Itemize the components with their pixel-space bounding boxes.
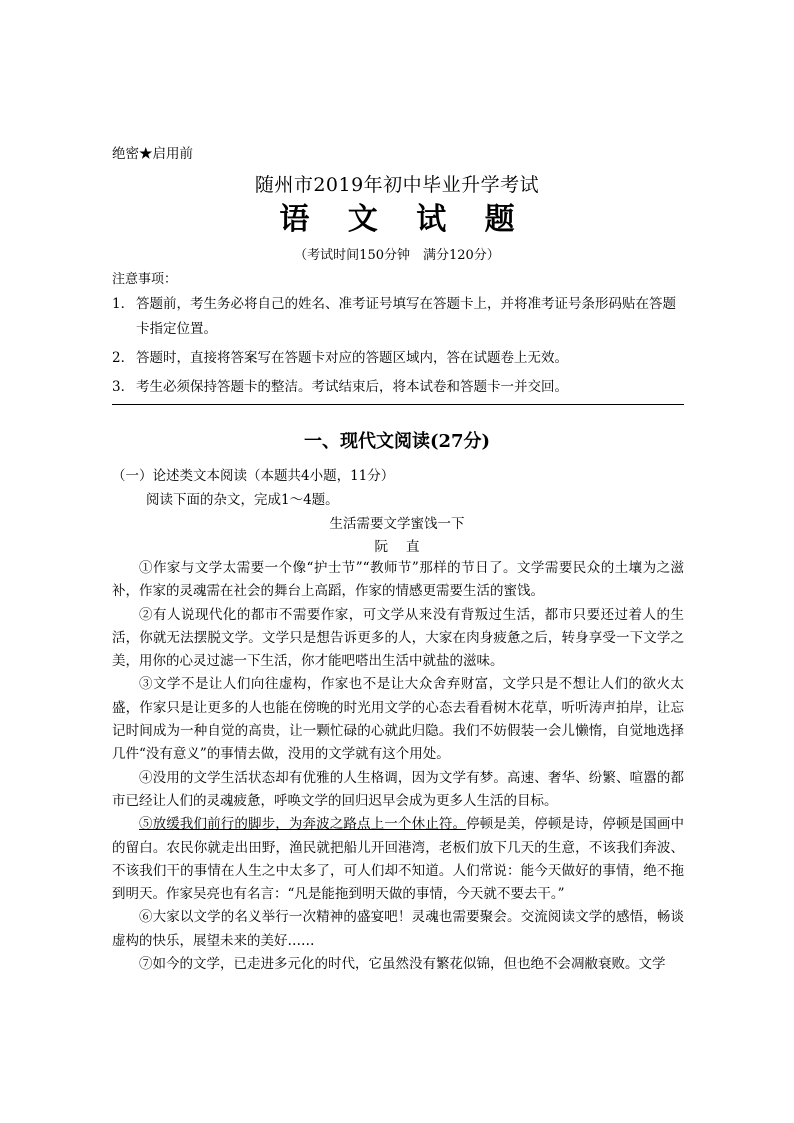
notice-item-text: 答题时，直接将答案写在答题卡对应的答题区域内，答在试题卷上无效。 [136,350,568,366]
exam-time-score-info: （考试时间150分钟 满分120分） [294,248,500,263]
essay-paragraph: ②有人说现代化的都市不需要作家，可文学从来没有背叛过生活，都市只要还过着人的生活，你就无法摆脱文学。文学只是想告诉更多的人，大家在肉身疲惫之后，转身享受一下文学之美，用你的心灵过滤一下生活，你才能吧嗒出生活中就盐的滋味。 [112,606,684,670]
exam-title: 随州市2019年初中毕业升学考试 [254,174,540,196]
section-divider [112,404,684,405]
subject-title: 语 文 试 题 [279,202,529,237]
notice-item-number: 2． [112,350,135,366]
notice-item-text: 答题前，考生务必将自己的姓名、准考证号填写在答题卡上，并将准考证号条形码贴在答题卡指定位置。 [136,296,676,337]
notice-heading: 注意事项： [112,272,178,287]
essay-paragraph: ⑥大家以文学的名义举行一次精神的盛宴吧！灵魂也需要聚会。交流阅读文学的感悟，畅谈虚构的快乐，展望未来的美好…… [112,909,684,949]
notice-list [112,292,684,404]
essay-paragraph: ③文学不是让人们向往虚构，作家也不是让大众舍弃财富，文学只是不想让人们的欲火太盛，作家只是让更多的人也能在傍晚的时光用文学的心态去看看树木花草，听听涛声拍岸，让忘记时间成为一种自觉的高贵，让一颗忙碌的心就此归隐。我们不妨假装一会儿懒惰，自觉地选择几件“没有意义”的事情去做，没用的文学就有这个用处。 [112,676,684,763]
notice-item-number: 1． [112,296,135,312]
notice-item-text: 考生必须保持答题卡的整洁。考试结束后，将本试卷和答题卡一并交回。 [136,379,568,395]
notice-item [112,292,684,342]
underlined-sentence: ⑤放缓我们前行的脚步，为奔波之路点上一个休止符。 [139,816,467,833]
reading-instruction: 阅读下面的杂文，完成1～4题。 [146,492,339,508]
notice-item [112,375,684,400]
essay-paragraph [112,813,684,906]
essay-paragraph-rest: 停顿是美，停顿是诗，停顿是国画中的留白。农民你就走出田野，渔民就把船儿开回港湾，老板们放下几天的生意，不该我们奔波、不该我们干的事情在人生之中太多了，可人们却不知道。人们常说：能今天做好的事情，绝不拖到明天。作家吴亮也有名言：“凡是能拖到明天做的事情，今天就不要去干。” [112,816,685,903]
essay-paragraph: ①作家与文学太需要一个像“护士节”“教师节”那样的节日了。文学需要民众的土壤为之滋补，作家的灵魂需在社会的舞台上高蹈，作家的情感更需要生活的蜜饯。 [112,560,684,600]
sub-section-title: （一）论述类文本阅读（本题共4小题，11分） [112,468,395,484]
section-title: 一、现代文阅读(27分) [303,431,491,452]
essay-paragraph: ④没用的文学生活状态却有优雅的人生格调，因为文学有梦。高速、奢华、纷繁、喧嚣的都市已经让人们的灵魂疲惫，呼唤文学的回归迟早会成为更多人生活的目标。 [112,769,684,809]
notice-item-number: 3． [112,379,135,395]
confidential-label: 绝密★启用前 [112,146,193,162]
essay-author: 阮直 [374,539,438,555]
essay-body [112,557,684,976]
notice-item [112,346,684,371]
essay-title: 生活需要文学蜜饯一下 [329,516,465,532]
essay-paragraph: ⑦如今的文学，已走进多元化的时代，它虽然没有繁花似锦，但也绝不会凋敝衰败。文学 [139,956,666,973]
